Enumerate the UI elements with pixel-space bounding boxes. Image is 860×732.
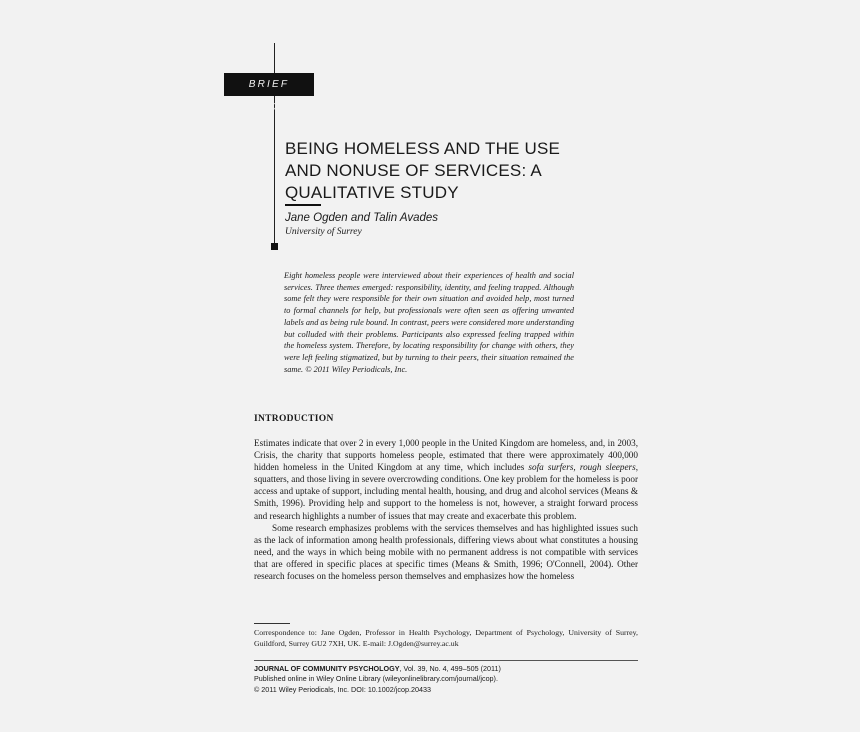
margin-rule-marker	[271, 243, 278, 250]
paragraph-1-part-b: , squatters, and those living in severe overcrowding conditions. One key problem for the homeless is poor access and uptake of support, including mental health, housing, and drug and alcohol services (Means & Smith, 1996). Providing help and support to the homeless is not, however, a straight forward process and research highlights a number of issues that may create and exacerbate this problem.	[254, 462, 639, 521]
paragraph-1-part-a: Estimates indicate that over 2 in every 1,000 people in the United Kingdom are homeless, and, in 2003, Crisis, the charity that supports homeless people, estimated that there were approximately 400,000 hidden homeless in the United Kingdom at any time, which includes	[254, 438, 638, 473]
title-underline	[285, 204, 321, 206]
section-heading-introduction: INTRODUCTION	[254, 414, 334, 424]
brief-report-badge: BRIEF REPORT	[224, 73, 314, 96]
journal-info	[254, 664, 638, 695]
paragraph-1-italic: sofa surfers, rough sleepers	[528, 462, 636, 473]
paragraph-1	[254, 437, 638, 522]
article-title: BEING HOMELESS AND THE USE AND NONUSE OF SERVICES: A QUALITATIVE STUDY	[285, 139, 561, 202]
journal-online: Published online in Wiley Online Library (wileyonlinelibrary.com/journal/jcop).	[254, 674, 498, 684]
journal-volume: , Vol. 39, No. 4, 499–505 (2011)	[399, 664, 501, 673]
journal-copyright: © 2011 Wiley Periodicals, Inc. DOI: 10.1002/jcop.20433	[254, 684, 431, 694]
body-text	[254, 437, 638, 582]
footnote-rule	[254, 623, 290, 624]
affiliation: University of Surrey	[285, 227, 362, 237]
authors: Jane Ogden and Talin Avades	[285, 212, 439, 224]
correspondence-footnote: Correspondence to: Jane Ogden, Professor in Health Psychology, Department of Psychology, University of Surrey, Guildford, Surrey GU2 7XH, UK. E-mail: J.Ogden@surrey.ac.uk	[254, 628, 638, 648]
journal-citation	[254, 664, 638, 674]
paragraph-2: Some research emphasizes problems with the services themselves and has highlighted issues such as the lack of information among health professionals, differing views about what constitutes a housing need, and the ways in which being mobile with no permanent address is not compatible with services that are offered in specific places at specific times (Means & Smith, 1996; O'Connell, 2004). Other research focuses on the homeless person themselves and emphasizes how the homeless	[254, 522, 638, 582]
journal-name: JOURNAL OF COMMUNITY PSYCHOLOGY	[254, 664, 400, 673]
journal-rule	[254, 660, 638, 661]
abstract: Eight homeless people were interviewed about their experiences of health and social services. Three themes emerged: responsibility, identity, and feeling trapped. Although some felt they were responsible for their own situation and avoided help, most turned to formal channels for help, but professionals were often seen as offering unwanted labels and as being rule bound. In contrast, peers were considered more understanding but colluded with their problems. Participants also expressed feeling trapped within the homeless system. Therefore, by locating responsibility for change with others, they were left feeling stigmatized, but by turning to their peers, their situation remained the same. © 2011 Wiley Periodicals, Inc.	[284, 271, 574, 374]
